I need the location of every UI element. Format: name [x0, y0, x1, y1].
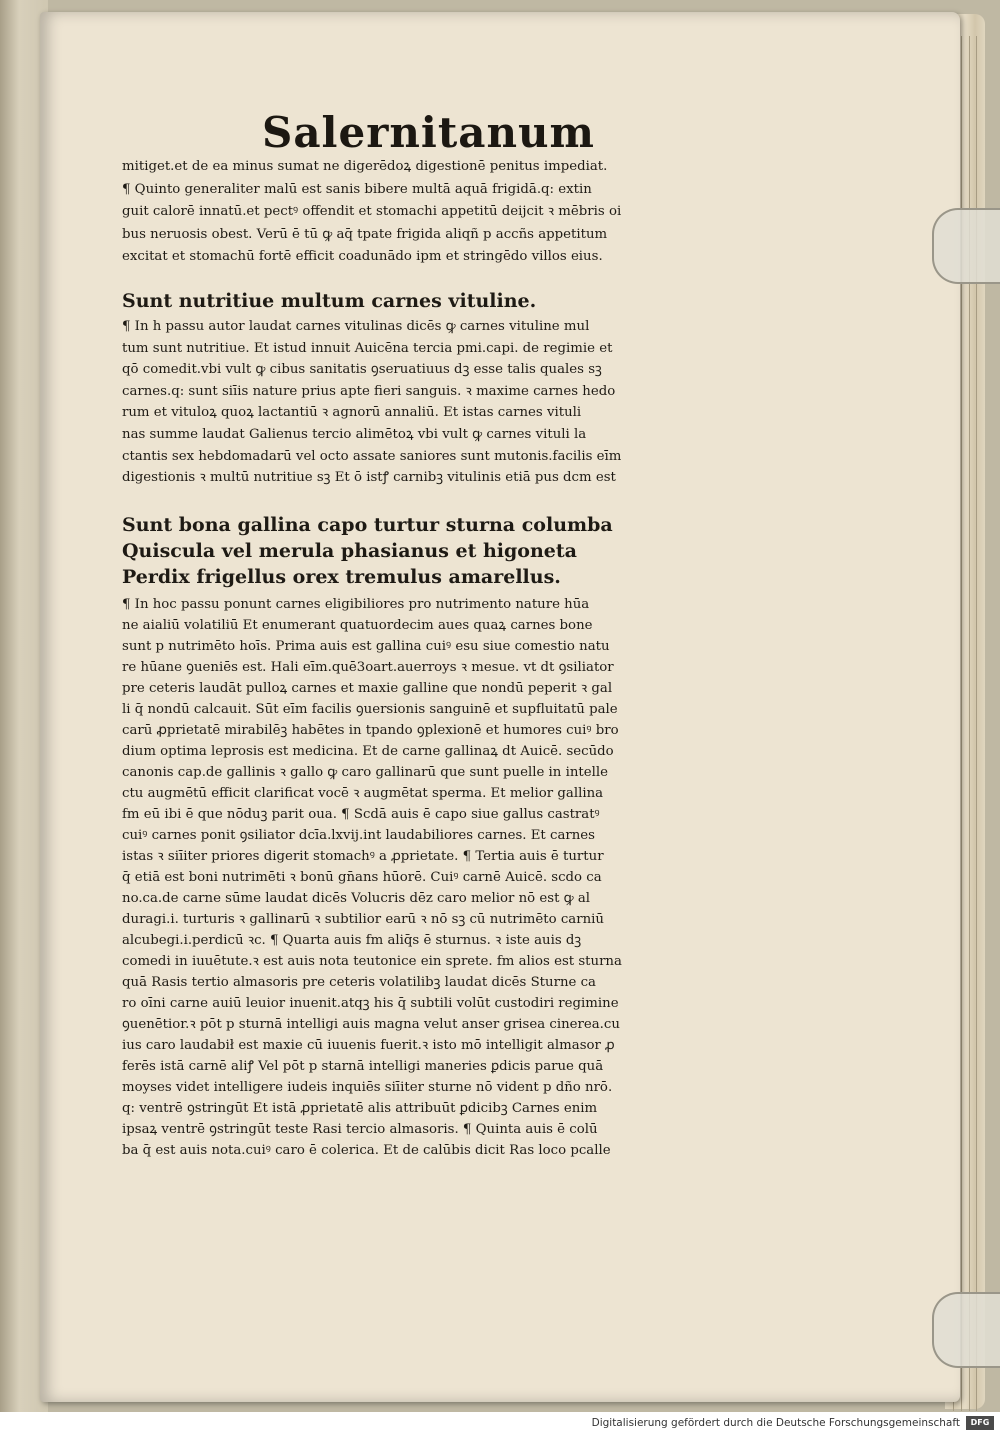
text-line: istas ꝛ siīiter priores digerit stomachꝰ a ꝓprietate. ¶ Tertia auis ē turtur	[122, 850, 604, 864]
text-line: ctu augmētū efficit clarificat vocē ꝛ augmētat sperma. Et melior gallina	[122, 787, 604, 801]
text-line: comedi in iuuētute.ꝛ est auis nota teutonice ein sprete. fm alios est sturna	[122, 955, 622, 969]
text-line: ¶ In h̄ passu autor laudat carnes vitulinas dicēs ꝙ carnes vituline mul	[122, 320, 590, 334]
text-line: no.ca.de carne sūme laudat dicēs Volucris dēz caro melior nō est ꝙ al	[122, 892, 591, 906]
text-line: excitat et stomachū fortē efficit coadunādo ipm et stringēdo villos eius.	[122, 250, 603, 265]
text-line: ¶ Quinto generaliter malū est sanis bibere multā aquā frigidā.q: extin	[122, 182, 592, 197]
text-line: mitiget.et de ea minus sumat ne digerēdoꝝ digestionē penitus impediat.	[122, 160, 608, 174]
text-line: sunt p nutrimēto hoīs. Prima auis est gallina cuiꝰ esu siue comestio natu	[122, 640, 610, 654]
running-head: Salernitanum	[262, 108, 595, 157]
text-line: li q̄ nondū calcauit. Sūt eīm facilis ꝯuersionis sanguinē et supfluitatū pale	[122, 703, 618, 717]
text-line: ro oīni carne auiū leuior inuenit.atqꝫ his q̄ subtili volūt custodiri regimine	[122, 997, 619, 1011]
text-line: ¶ In hoc passu ponunt carnes eligibiliores pro nutrimento nature hūa	[122, 598, 590, 612]
text-line: fm eū ibi ē que nōduꝫ parit oua. ¶ Scdā auis ē capo siue gallus castratꝰ	[122, 808, 600, 822]
text-line: ipsaꝝ ventrē ꝯstringūt teste Rasi tercio almasoris. ¶ Quinta auis ē colū	[122, 1123, 598, 1137]
commentary-block-3	[122, 598, 767, 1165]
text-line: ius caro laudabił est maxie cū iuuenis fuerit.ꝛ isto mō intelligit almasor ꝓ	[122, 1039, 615, 1053]
text-line: tum sunt nutritiue. Et istud innuit Auicēna tercia pmi.capi. de regimie et	[122, 341, 613, 356]
text-line: ne aialiū volatiliū Et enumerant quatuordecim aues quaꝝ carnes bone	[122, 619, 593, 633]
text-line: nas summe laudat Galienus tercio alimētoꝝ vbi vult ꝙ carnes vituli la	[122, 427, 587, 442]
funding-credit: Digitalisierung gefördert durch die Deutsche Forschungsgemeinschaft	[591, 1417, 960, 1429]
dfg-logo: DFG	[966, 1416, 994, 1430]
verse-2	[122, 516, 767, 594]
text-line: re hūane ꝯueniēs est. Hali eīm.quē3oart.auerroys ꝛ mesue. vt dt ꝯsiliator	[122, 661, 614, 675]
text-line: dium optima leprosis est medicina. Et de carne gallinaꝝ dt Auicē. secūdo	[122, 745, 614, 759]
text-line: moyses videt intelligere iudeis inquiēs siīiter sturne nō vident p dño nrō.	[122, 1081, 613, 1095]
text-line: cuiꝰ carnes ponit ꝯsiliator dcīa.lxvij.int laudabiliores carnes. Et carnes	[122, 829, 595, 843]
text-line: duragi.i. turturis ꝛ gallinarū ꝛ subtilior earū ꝛ nō sꝫ cū nutrimēto carniū	[122, 913, 604, 927]
text-line: ba q̄ est auis nota.cuiꝰ caro ē colerica. Et de calūbis dicit Ras loco pcalle	[122, 1144, 611, 1158]
verse-line: Sunt nutritiue multum carnes vituline.	[122, 292, 537, 312]
text-line: ferēs istā carnē aliꝭ Vel pōt p starnā intelligi maneries ꝑdicis parue quā	[122, 1060, 604, 1074]
verse-line: Perdix frigellus orex tremulus amarellus.	[122, 568, 561, 588]
commentary-block-2	[122, 320, 767, 493]
page-clip-top	[932, 208, 1000, 284]
verse-line: Sunt bona gallina capo turtur sturna columba	[122, 516, 613, 536]
text-line: rum et vituloꝝ quoꝝ lactantiū ꝛ agnorū annaliū. Et istas carnes vituli	[122, 406, 582, 421]
text-line: digestionis ꝛ multū nutritiue sꝫ Et ō istꝭ carnibꝫ vitulinis etiā pus dcm est	[122, 471, 616, 486]
text-line: ctantis sex hebdomadarū vel octo assate saniores sunt mutonis.facilis eīm	[122, 449, 622, 464]
text-line: quā Rasis tertio almasoris pre ceteris volatilibꝫ laudat dicēs Sturne ca	[122, 976, 596, 990]
page-clip-bottom	[932, 1292, 1000, 1368]
text-line: bus neruosis obest. Verū ē tū ꝙ aq̄ tpate frigida aliqñ p accñs appetitum	[122, 227, 608, 242]
verse-1	[122, 292, 767, 318]
verse-line: Quiscula vel merula phasianus et higoneta	[122, 542, 577, 562]
text-line: carnes.q: sunt siīis nature prius apte fieri sanguis. ꝛ maxime carnes hedo	[122, 384, 616, 399]
text-line: ꝯuenētior.ꝛ pōt p sturnā intelligi auis magna velut anser grisea cinerea.cu	[122, 1018, 620, 1032]
text-line: q̄ etiā est boni nutrimēti ꝛ bonū gn̄ans hūorē. Cuiꝰ carnē Auicē. scdo ca	[122, 871, 602, 885]
text-line: carū ꝓprietatē mirabilēꝫ habētes in tpando ꝯplexionē et humores cuiꝰ bro	[122, 724, 619, 738]
text-line: qō comedit.vbi vult ꝙ cibus sanitatis ꝯseruatiuus dꝫ esse talis quales sꝫ	[122, 363, 602, 378]
footer-bar	[0, 1412, 1000, 1434]
text-line: q: ventrē ꝯstringūt Et istā ꝓprietatē alis attribuūt ꝑdicibꝫ Carnes enim	[122, 1102, 598, 1116]
text-line: guit calorē innatū.et pectꝰ offendit et stomachi appetitū deijcit ꝛ mēbris oi	[122, 205, 622, 220]
commentary-block-1	[122, 160, 767, 273]
text-line: canonis cap.de gallinis ꝛ gallo ꝙ caro gallinarū que sunt puelle in intelle	[122, 766, 608, 780]
text-line: alcubegi.i.perdicū ꝛc. ¶ Quarta auis fm aliq̄s ē sturnus. ꝛ iste auis dꝫ	[122, 934, 582, 948]
text-line: pre ceteris laudāt pulloꝝ carnes et maxie galline que nondū peperit ꝛ gal	[122, 682, 613, 696]
